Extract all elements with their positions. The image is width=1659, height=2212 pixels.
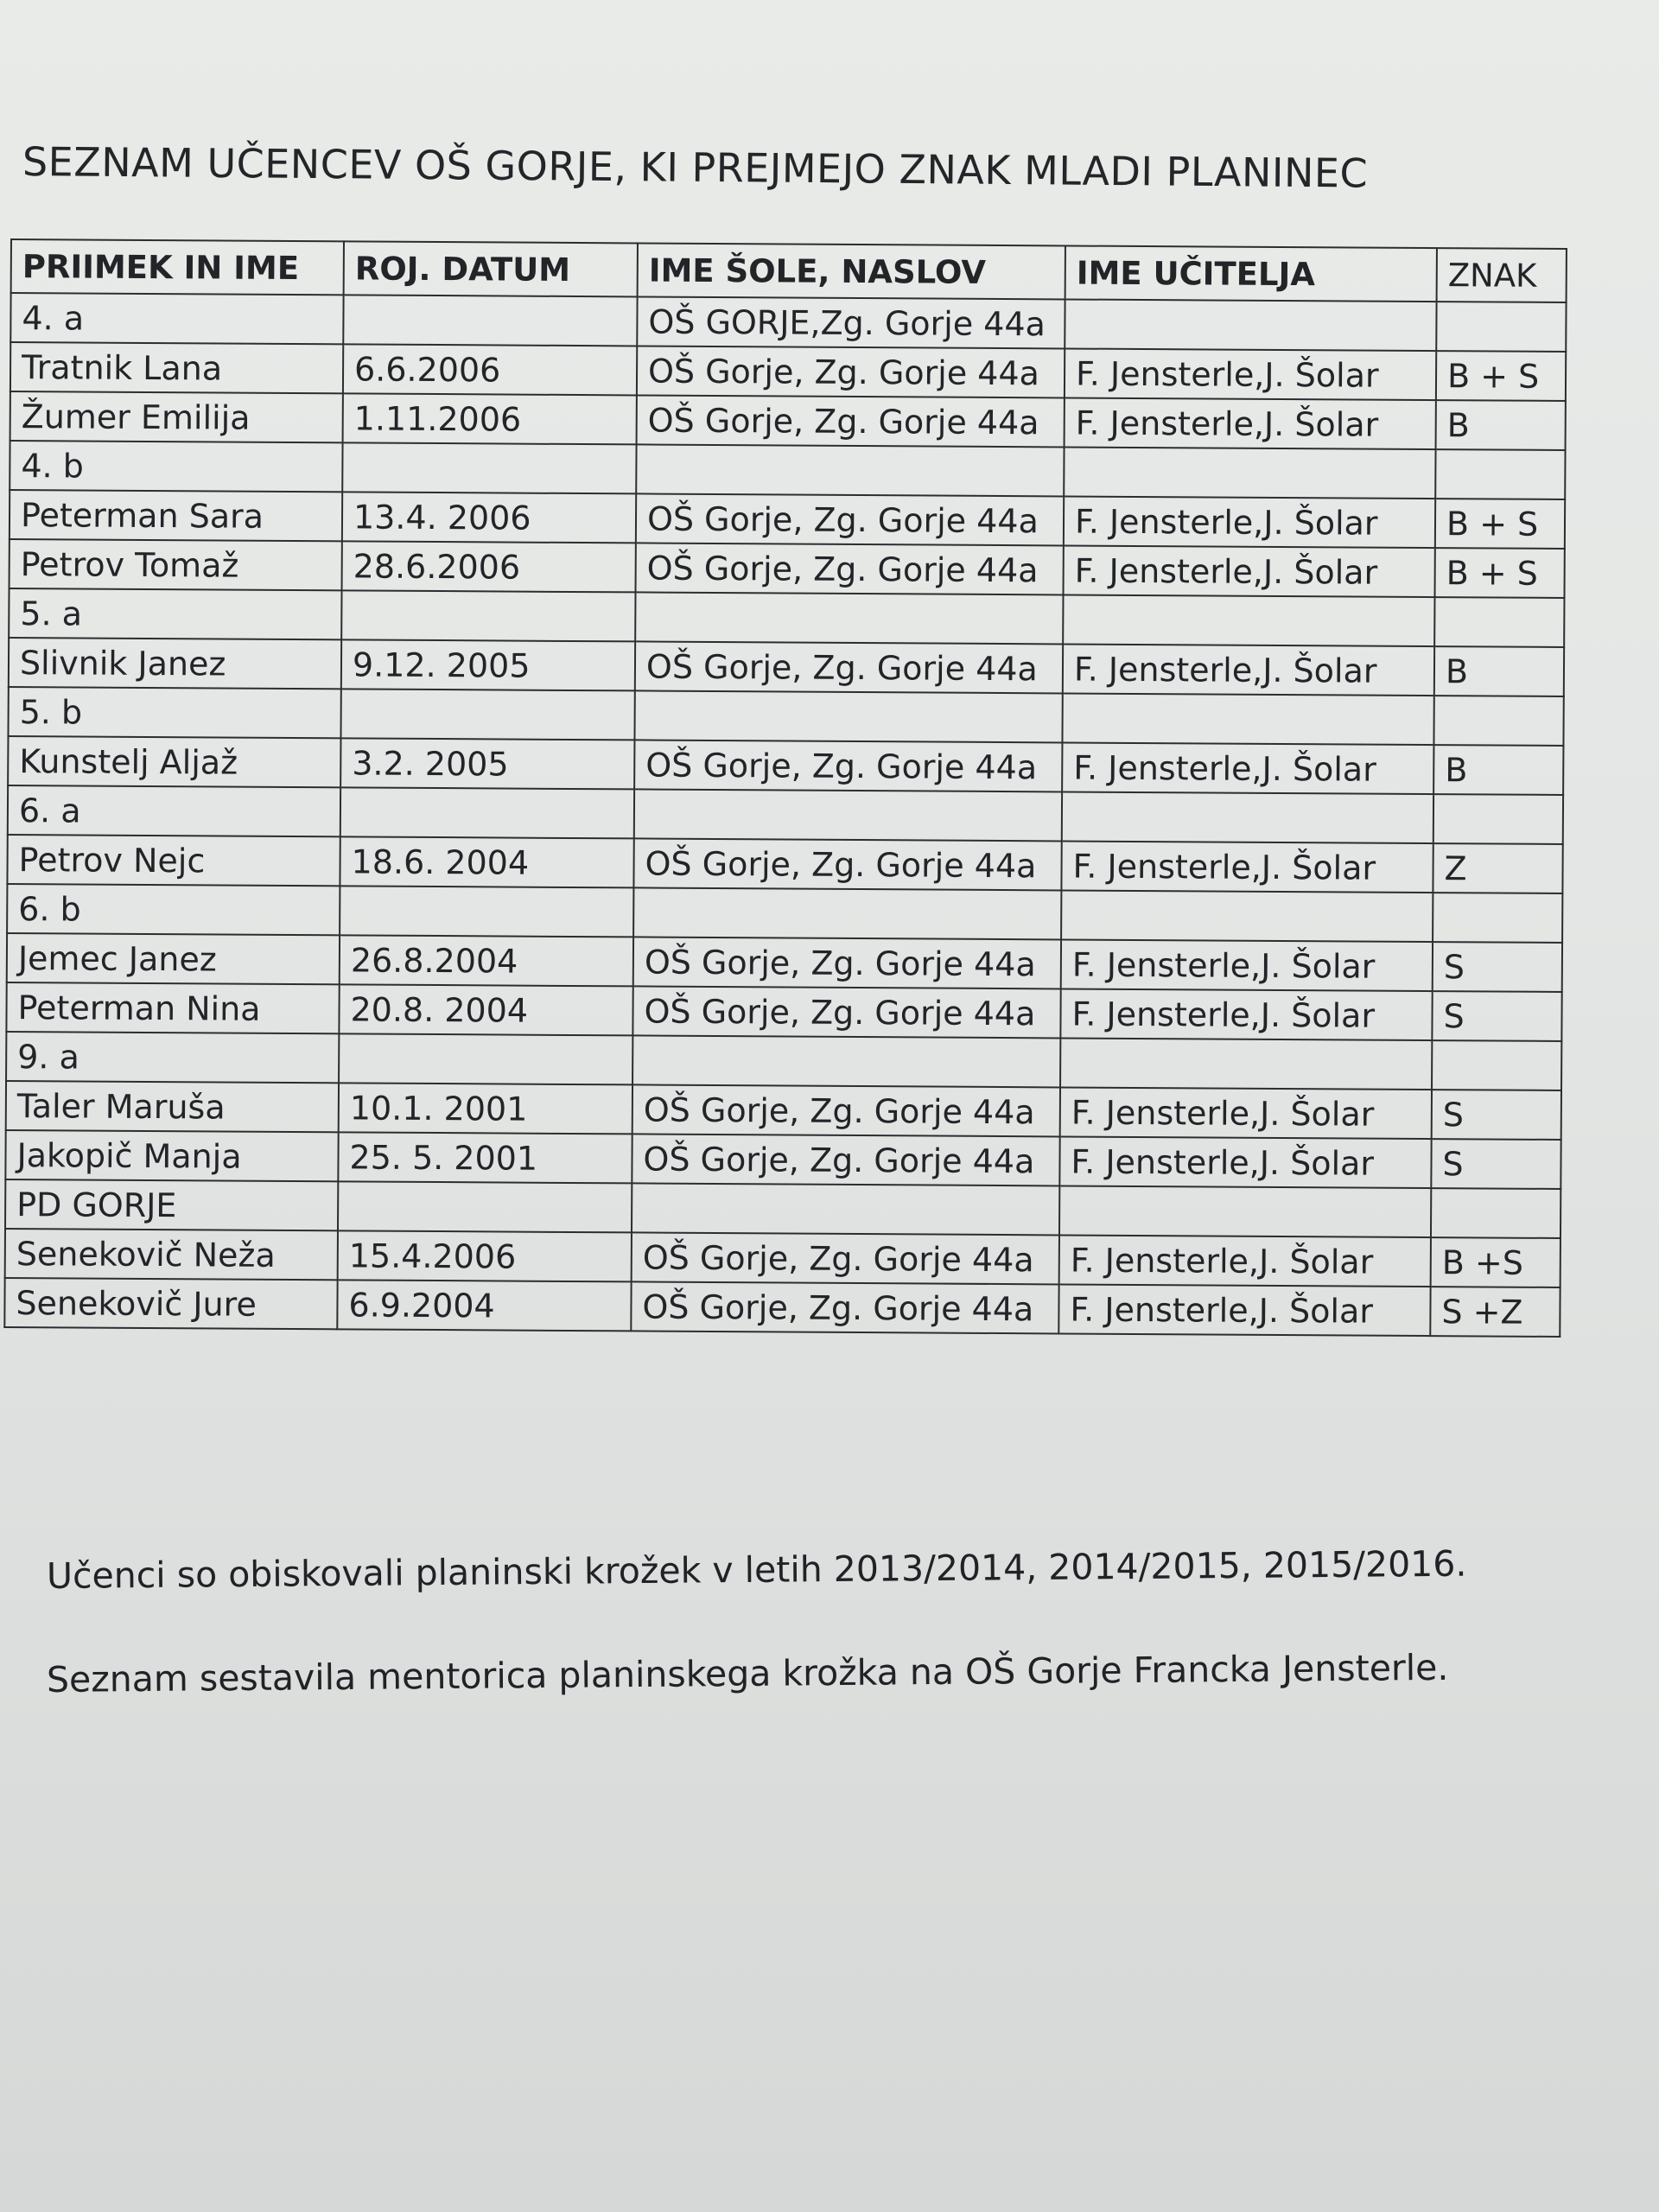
header-badge: ZNAK bbox=[1437, 248, 1567, 302]
cell-badge: S bbox=[1432, 1090, 1561, 1140]
cell-badge bbox=[1432, 1040, 1561, 1090]
cell-teacher bbox=[1059, 1185, 1431, 1237]
cell-teacher bbox=[1061, 890, 1433, 942]
cell-birth-date: 18.6. 2004 bbox=[340, 836, 633, 887]
cell-birth-date bbox=[342, 442, 636, 493]
cell-teacher bbox=[1063, 594, 1434, 646]
cell-teacher: F. Jensterle,J. Šolar bbox=[1061, 841, 1433, 893]
cell-name: 4. a bbox=[10, 293, 343, 344]
cell-birth-date bbox=[340, 689, 634, 740]
cell-name: Petrov Nejc bbox=[7, 835, 340, 886]
cell-birth-date: 15.4.2006 bbox=[338, 1230, 632, 1281]
cell-school: OŠ Gorje, Zg. Gorje 44a bbox=[636, 493, 1064, 545]
cell-name: Taler Maruša bbox=[6, 1081, 339, 1132]
cell-teacher: F. Jensterle,J. Šolar bbox=[1063, 644, 1434, 696]
cell-birth-date bbox=[338, 1181, 632, 1232]
cell-teacher bbox=[1062, 693, 1433, 745]
cell-badge: B + S bbox=[1435, 499, 1565, 549]
cell-badge bbox=[1433, 794, 1563, 844]
cell-badge bbox=[1431, 1188, 1560, 1238]
cell-birth-date: 6.6.2006 bbox=[343, 344, 637, 395]
cell-name: Žumer Emilija bbox=[10, 391, 343, 442]
cell-badge: S +Z bbox=[1430, 1287, 1560, 1337]
students-table-wrapper bbox=[3, 238, 1567, 1338]
cell-school bbox=[634, 789, 1062, 841]
cell-badge: S bbox=[1433, 942, 1562, 992]
cell-birth-date: 9.12. 2005 bbox=[341, 639, 635, 690]
cell-birth-date: 28.6.2006 bbox=[342, 541, 636, 592]
cell-teacher: F. Jensterle,J. Šolar bbox=[1060, 1087, 1432, 1139]
cell-name: Senekovič Neža bbox=[5, 1229, 338, 1280]
cell-name: Jemec Janez bbox=[7, 933, 340, 984]
cell-school: OŠ Gorje, Zg. Gorje 44a bbox=[635, 641, 1063, 693]
cell-school: OŠ Gorje, Zg. Gorje 44a bbox=[633, 838, 1061, 890]
cell-name: Peterman Sara bbox=[10, 490, 342, 541]
cell-birth-date bbox=[340, 886, 633, 937]
cell-school bbox=[632, 1035, 1060, 1087]
cell-teacher: F. Jensterle,J. Šolar bbox=[1065, 348, 1436, 400]
cell-school bbox=[634, 690, 1062, 742]
cell-badge: B bbox=[1433, 745, 1563, 795]
cell-school: OŠ Gorje, Zg. Gorje 44a bbox=[636, 543, 1064, 594]
cell-school: OŠ Gorje, Zg. Gorje 44a bbox=[632, 1134, 1059, 1185]
cell-teacher bbox=[1062, 791, 1433, 843]
header-name: PRIIMEK IN IME bbox=[11, 239, 344, 295]
cell-birth-date bbox=[343, 295, 637, 346]
cell-birth-date: 13.4. 2006 bbox=[342, 492, 636, 543]
cell-badge: B bbox=[1434, 646, 1564, 696]
cell-school: OŠ Gorje, Zg. Gorje 44a bbox=[632, 1084, 1060, 1136]
cell-name: 6. a bbox=[8, 785, 340, 836]
cell-badge bbox=[1433, 893, 1562, 943]
cell-badge bbox=[1435, 449, 1565, 499]
cell-school: OŠ GORJE,Zg. Gorje 44a bbox=[637, 296, 1065, 348]
cell-name: Petrov Tomaž bbox=[10, 539, 342, 590]
cell-badge: B bbox=[1436, 400, 1566, 450]
students-table bbox=[3, 238, 1567, 1338]
cell-school: OŠ Gorje, Zg. Gorje 44a bbox=[632, 1232, 1059, 1284]
cell-name: PD GORJE bbox=[5, 1179, 338, 1230]
cell-birth-date bbox=[339, 1033, 632, 1084]
cell-birth-date: 1.11.2006 bbox=[343, 393, 637, 444]
cell-school: OŠ Gorje, Zg. Gorje 44a bbox=[637, 395, 1065, 447]
cell-badge: Z bbox=[1433, 843, 1562, 893]
cell-birth-date: 26.8.2004 bbox=[340, 935, 633, 986]
cell-birth-date: 25. 5. 2001 bbox=[338, 1132, 632, 1183]
table-row bbox=[4, 1278, 1560, 1337]
cell-name: Peterman Nina bbox=[6, 982, 339, 1033]
cell-badge: B + S bbox=[1434, 548, 1564, 598]
cell-badge bbox=[1434, 597, 1564, 647]
cell-birth-date: 10.1. 2001 bbox=[339, 1083, 632, 1134]
cell-name: 6. b bbox=[7, 884, 340, 935]
cell-name: 5. b bbox=[8, 687, 340, 738]
cell-teacher: F. Jensterle,J. Šolar bbox=[1059, 1136, 1431, 1188]
header-school-address: IME ŠOLE, NASLOV bbox=[638, 243, 1065, 299]
cell-school bbox=[632, 1183, 1059, 1235]
cell-school: OŠ Gorje, Zg. Gorje 44a bbox=[631, 1281, 1058, 1333]
cell-teacher: F. Jensterle,J. Šolar bbox=[1064, 496, 1435, 548]
table-header-row bbox=[11, 239, 1567, 302]
cell-name: Tratnik Lana bbox=[10, 342, 343, 393]
cell-teacher: F. Jensterle,J. Šolar bbox=[1065, 397, 1436, 449]
cell-birth-date: 20.8. 2004 bbox=[339, 984, 632, 1035]
cell-teacher: F. Jensterle,J. Šolar bbox=[1064, 545, 1435, 597]
cell-school bbox=[633, 887, 1061, 939]
cell-teacher bbox=[1064, 447, 1435, 499]
cell-name: 4. b bbox=[10, 441, 342, 492]
cell-badge: B +S bbox=[1431, 1237, 1560, 1287]
cell-school bbox=[635, 592, 1063, 644]
cell-teacher bbox=[1060, 1038, 1432, 1090]
footer-note-years: Učenci so obiskovali planinski krožek v letih 2013/2014, 2014/2015, 2015/2016. bbox=[46, 1542, 1467, 1597]
cell-school: OŠ Gorje, Zg. Gorje 44a bbox=[637, 346, 1065, 397]
cell-badge bbox=[1433, 696, 1563, 746]
cell-school bbox=[636, 444, 1064, 496]
cell-birth-date bbox=[340, 787, 634, 838]
cell-teacher: F. Jensterle,J. Šolar bbox=[1060, 988, 1432, 1040]
cell-badge: S bbox=[1432, 991, 1561, 1041]
cell-teacher: F. Jensterle,J. Šolar bbox=[1058, 1284, 1430, 1336]
cell-badge: S bbox=[1431, 1139, 1560, 1189]
cell-teacher: F. Jensterle,J. Šolar bbox=[1059, 1235, 1431, 1287]
cell-school: OŠ Gorje, Zg. Gorje 44a bbox=[632, 986, 1060, 1038]
header-birth-date: ROJ. DATUM bbox=[344, 241, 638, 296]
cell-teacher: F. Jensterle,J. Šolar bbox=[1061, 939, 1433, 991]
cell-badge: B + S bbox=[1436, 351, 1566, 401]
cell-name: 9. a bbox=[6, 1032, 339, 1083]
document-title: SEZNAM UČENCEV OŠ GORJE, KI PREJMEJO ZNAK MLADI PLANINEC bbox=[22, 138, 1369, 197]
cell-teacher: F. Jensterle,J. Šolar bbox=[1062, 742, 1433, 794]
cell-name: Senekovič Jure bbox=[4, 1278, 337, 1329]
footer-note-author: Seznam sestavila mentorica planinskega krožka na OŠ Gorje Francka Jensterle. bbox=[46, 1646, 1449, 1700]
cell-school: OŠ Gorje, Zg. Gorje 44a bbox=[633, 937, 1061, 988]
cell-badge bbox=[1436, 302, 1566, 352]
cell-name: Slivnik Janez bbox=[9, 638, 341, 689]
cell-teacher bbox=[1065, 299, 1436, 351]
cell-birth-date bbox=[341, 590, 635, 641]
table-body bbox=[4, 293, 1566, 1337]
cell-school: OŠ Gorje, Zg. Gorje 44a bbox=[634, 740, 1062, 791]
cell-name: 5. a bbox=[9, 588, 341, 639]
cell-name: Kunstelj Aljaž bbox=[8, 736, 340, 787]
header-teacher: IME UČITELJA bbox=[1065, 245, 1437, 302]
cell-birth-date: 3.2. 2005 bbox=[340, 738, 634, 789]
cell-name: Jakopič Manja bbox=[5, 1130, 338, 1181]
cell-birth-date: 6.9.2004 bbox=[337, 1280, 631, 1331]
